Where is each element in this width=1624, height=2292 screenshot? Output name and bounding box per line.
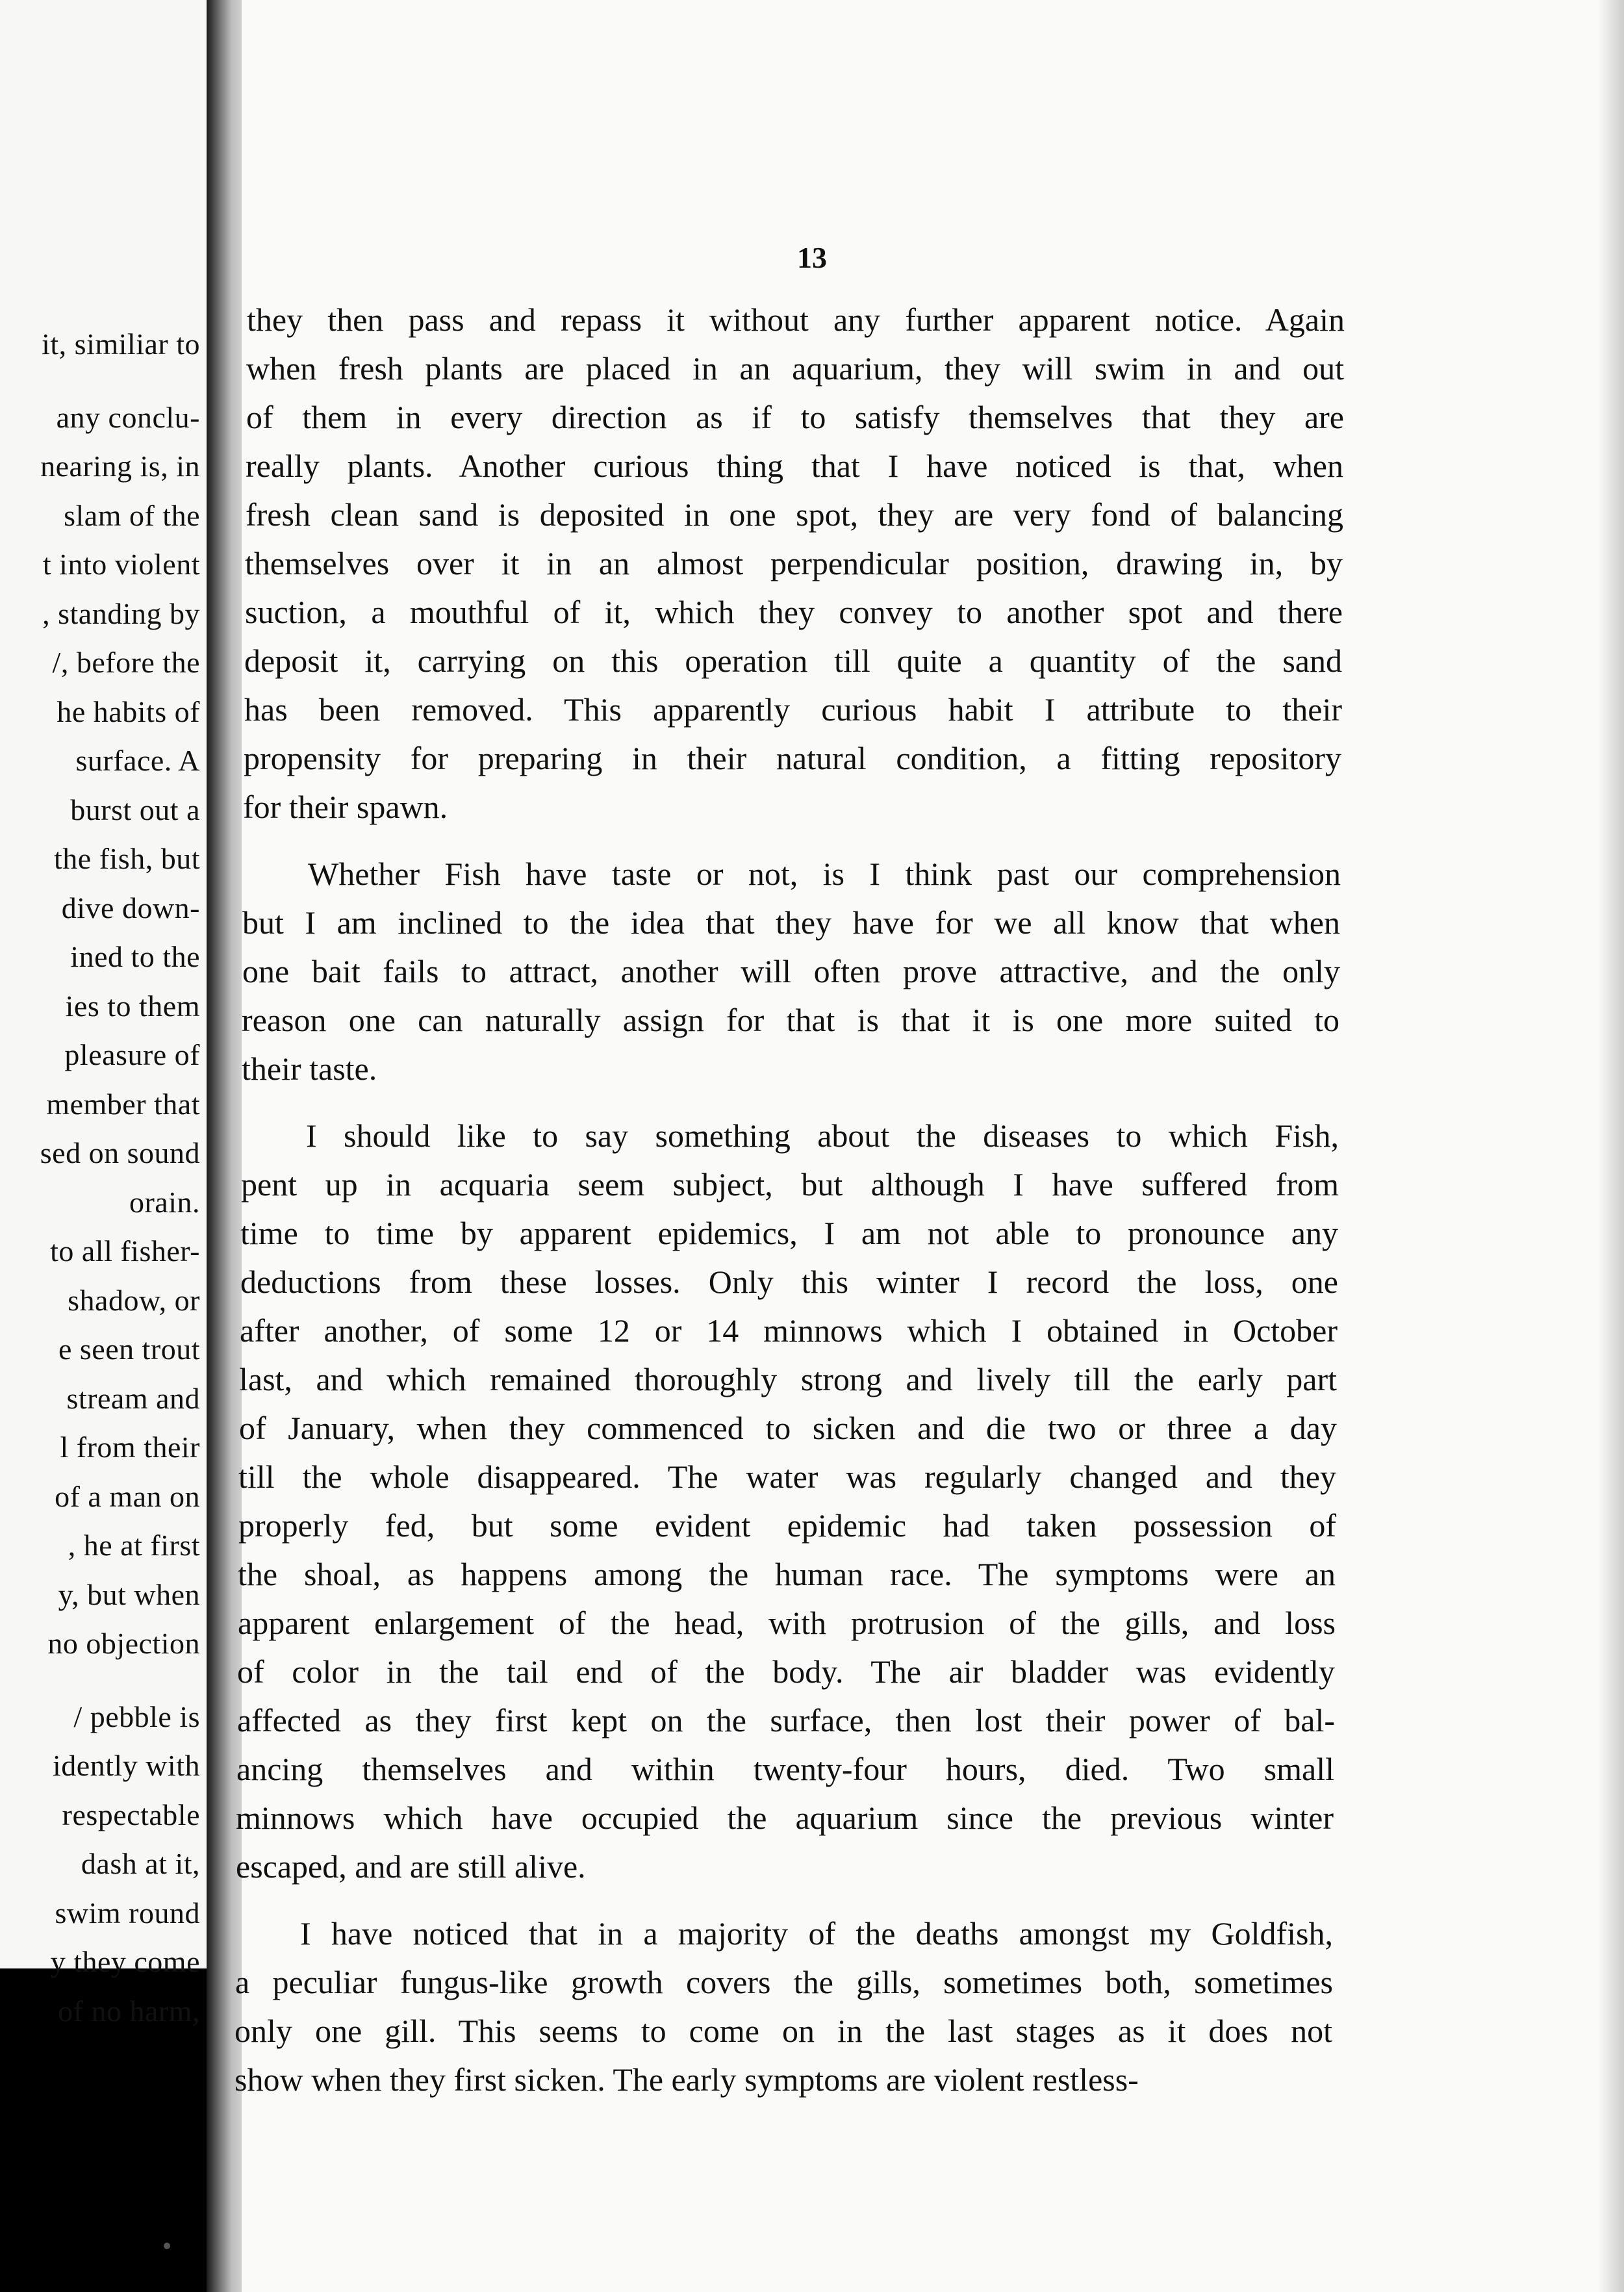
text-line: really plants. Another curious thing that I have noticed is that, when	[246, 448, 1343, 484]
facing-page-line: e seen trout	[58, 1332, 200, 1366]
text-line: affected as they first kept on the surface, then lost their power of bal-	[237, 1702, 1335, 1738]
facing-page-line: nearing is, in	[40, 450, 200, 483]
facing-page-line: any conclu-	[56, 400, 200, 434]
text-line: one bait fails to attract, another will often prove attractive, and the only	[242, 953, 1340, 989]
facing-page-line: of a man on	[55, 1479, 200, 1513]
text-line: for their spawn.	[243, 789, 448, 825]
text-line: the shoal, as happens among the human race. The symptoms were an	[238, 1556, 1336, 1592]
facing-page-line: to all fisher-	[50, 1234, 200, 1267]
text-line: I should like to say something about the diseases to which Fish,	[306, 1117, 1339, 1154]
text-line: deductions from these losses. Only this winter I record the loss, one	[240, 1264, 1338, 1300]
text-line: deposit it, carrying on this operation till quite a quantity of the sand	[244, 643, 1342, 679]
facing-page-line: of no harm,	[58, 1994, 200, 2028]
text-line: fresh clean sand is deposited in one spot, they are very fond of balancing	[246, 496, 1343, 533]
facing-page-line: idently with	[52, 1749, 200, 1782]
facing-page-line: no objection	[47, 1627, 200, 1660]
facing-page-line: burst out a	[70, 793, 200, 826]
text-line: but I am inclined to the idea that they have for we all know that when	[242, 904, 1340, 941]
paragraph	[242, 296, 1580, 832]
facing-page-line	[40, 369, 200, 393]
text-line: they then pass and repass it without any further apparent notice. Again	[247, 301, 1345, 338]
facing-page-line: sed on sound	[40, 1136, 200, 1169]
facing-page-line: y, but when	[58, 1577, 200, 1611]
page-edge-shadow	[1598, 0, 1624, 2292]
book-page	[235, 0, 1624, 2292]
facing-page-line: it, similiar to	[42, 327, 200, 361]
facing-page-line: dive down-	[61, 891, 200, 924]
facing-page-line: orain.	[129, 1185, 200, 1219]
text-line: after another, of some 12 or 14 minnows which I obtained in October	[240, 1312, 1338, 1349]
text-line: of January, when they commenced to sicken and die two or three a day	[239, 1410, 1337, 1446]
text-line: properly fed, but some evident epidemic had taken possession of	[238, 1507, 1336, 1544]
paragraph	[242, 850, 1580, 1093]
facing-page-line: surface. A	[75, 744, 200, 777]
facing-page-text	[40, 320, 200, 2035]
text-line: has been removed. This apparently curious habit I attribute to their	[244, 691, 1342, 728]
facing-page-line: /, before the	[52, 646, 200, 679]
text-line: escaped, and are still alive.	[236, 1848, 586, 1885]
page-number: 13	[797, 241, 827, 274]
facing-page-line: the fish, but	[54, 842, 200, 875]
facing-page-line: member that	[46, 1087, 200, 1121]
facing-page-line: , standing by	[42, 596, 200, 630]
text-line: apparent enlargement of the head, with protrusion of the gills, and loss	[238, 1605, 1336, 1641]
text-line: till the whole disappeared. The water was regularly changed and they	[238, 1458, 1336, 1495]
paragraph	[236, 1112, 1580, 1891]
text-line: time to time by apparent epidemics, I am not able to pronounce any	[240, 1215, 1338, 1251]
facing-page-line: ies to them	[65, 989, 200, 1023]
text-line: propensity for preparing in their natural condition, a fitting repository	[244, 740, 1341, 776]
text-line: show when they first sicken. The early symptoms are violent restless-	[235, 2061, 1139, 2098]
text-line: last, and which remained thoroughly strong and lively till the early part	[239, 1361, 1337, 1397]
facing-page-line: pleasure of	[64, 1038, 200, 1071]
facing-page-line: he habits of	[57, 694, 200, 728]
text-line: themselves over it in an almost perpendicular position, drawing in, by	[245, 545, 1343, 581]
text-line: of them in every direction as if to satisfy themselves that they are	[246, 399, 1344, 435]
text-line: their taste.	[242, 1050, 377, 1087]
facing-page	[0, 0, 214, 2028]
text-line: suction, a mouthful of it, which they convey to another spot and there	[245, 594, 1343, 630]
text-line: ancing themselves and within twenty-four hours, died. Two small	[236, 1751, 1334, 1787]
paragraph	[235, 1909, 1580, 2104]
facing-page-line: y they come	[50, 1945, 200, 1978]
text-line: when fresh plants are placed in an aquarium, they will swim in and out	[246, 350, 1344, 387]
text-line: Whether Fish have taste or not, is I think past our comprehension	[308, 856, 1341, 892]
facing-page-line	[40, 1668, 200, 1692]
facing-page-line: swim round	[55, 1896, 200, 1929]
facing-page-line: slam of the	[64, 498, 200, 532]
text-line: a peculiar fungus-like growth covers the gills, sometimes both, sometimes	[235, 1964, 1333, 2000]
text-line: minnows which have occupied the aquarium since the previous winter	[236, 1800, 1334, 1836]
facing-page-line: / pebble is	[73, 1700, 200, 1733]
text-line: only one gill. This seems to come on in the last stages as it does not	[235, 2013, 1332, 2049]
facing-page-line: t into violent	[42, 548, 200, 581]
facing-page-line: stream and	[66, 1381, 200, 1415]
text-line: I have noticed that in a majority of the deaths amongst my Goldfish,	[300, 1915, 1333, 1952]
facing-page-line: , he at first	[68, 1529, 200, 1562]
facing-page-line: respectable	[62, 1798, 200, 1831]
facing-page-line: dash at it,	[81, 1847, 200, 1880]
text-line: of color in the tail end of the body. The air bladder was evidently	[237, 1653, 1335, 1690]
page-body-text	[235, 296, 1580, 2104]
facing-page-line: shadow, or	[68, 1283, 200, 1317]
text-line: reason one can naturally assign for that is that it is one more suited to	[242, 1002, 1339, 1038]
facing-page-line: l from their	[60, 1431, 200, 1464]
facing-page-line: ined to the	[70, 940, 200, 973]
scan-speck	[164, 2243, 170, 2249]
text-line: pent up in acquaria seem subject, but although I have suffered from	[241, 1166, 1339, 1203]
